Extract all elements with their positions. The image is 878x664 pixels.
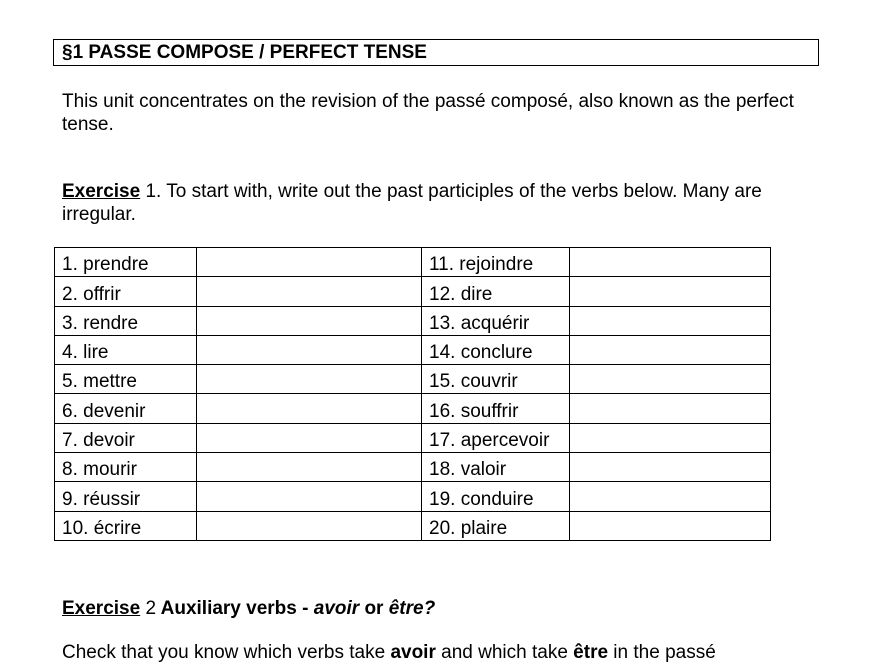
intro-paragraph: This unit concentrates on the revision of the passé composé, also known as the perfect tense. <box>62 91 794 135</box>
verb-cell: 4. lire <box>55 335 197 364</box>
table-row <box>55 423 771 452</box>
answer-cell[interactable] <box>570 511 771 540</box>
verb-cell: 10. écrire <box>55 511 197 540</box>
verb-cell: 16. souffrir <box>422 394 570 423</box>
answer-cell[interactable] <box>570 248 771 277</box>
table-row <box>55 394 771 423</box>
verb-cell: 8. mourir <box>55 453 197 482</box>
exercise-2-title-prefix: Auxiliary verbs - <box>156 598 314 619</box>
answer-cell[interactable] <box>570 277 771 306</box>
verb-cell: 7. devoir <box>55 423 197 452</box>
verb-cell: 9. réussir <box>55 482 197 511</box>
answer-cell[interactable] <box>197 453 422 482</box>
exercise-1-number: 1. <box>140 181 162 202</box>
answer-cell[interactable] <box>197 482 422 511</box>
answer-cell[interactable] <box>197 335 422 364</box>
answer-cell[interactable] <box>197 248 422 277</box>
verb-cell: 6. devenir <box>55 394 197 423</box>
table-row <box>55 306 771 335</box>
verb-cell: 17. apercevoir <box>422 423 570 452</box>
table-row <box>55 365 771 394</box>
verb-cell: 15. couvrir <box>422 365 570 394</box>
verb-cell: 12. dire <box>422 277 570 306</box>
table-row <box>55 453 771 482</box>
check-text-avoir: avoir <box>390 642 436 663</box>
verb-cell: 1. prendre <box>55 248 197 277</box>
exercise-2-avoir: avoir <box>313 598 360 619</box>
check-text-etre: être <box>573 642 609 663</box>
exercise-2-heading <box>62 597 822 620</box>
exercise-1-label: Exercise <box>62 181 141 202</box>
exercise-2-etre: être? <box>388 598 436 619</box>
verb-cell: 11. rejoindre <box>422 248 570 277</box>
answer-cell[interactable] <box>197 306 422 335</box>
answer-cell[interactable] <box>197 277 422 306</box>
verb-cell: 2. offrir <box>55 277 197 306</box>
verb-cell: 5. mettre <box>55 365 197 394</box>
table-row <box>55 248 771 277</box>
answer-cell[interactable] <box>570 335 771 364</box>
exercise-2-or: or <box>359 598 389 619</box>
check-text-part1: Check that you know which verbs take <box>62 642 391 663</box>
table-row <box>55 482 771 511</box>
verb-cell: 18. valoir <box>422 453 570 482</box>
exercise-2-label: Exercise <box>62 598 141 619</box>
answer-cell[interactable] <box>197 423 422 452</box>
answer-cell[interactable] <box>570 423 771 452</box>
table-row <box>55 335 771 364</box>
exercise-2-number: 2 <box>140 598 157 619</box>
table-row <box>55 277 771 306</box>
check-text-part3: in the passé <box>608 642 716 663</box>
exercise-1-instructions <box>62 180 822 226</box>
verb-table <box>54 247 771 541</box>
check-paragraph <box>62 641 822 664</box>
answer-cell[interactable] <box>570 453 771 482</box>
answer-cell[interactable] <box>197 511 422 540</box>
answer-cell[interactable] <box>197 365 422 394</box>
exercise-1-instruction: To start with, write out the past participles of the verbs below. Many are irregular. <box>62 181 762 225</box>
verb-cell: 19. conduire <box>422 482 570 511</box>
verb-cell: 20. plaire <box>422 511 570 540</box>
section-title: §1 PASSE COMPOSE / PERFECT TENSE <box>53 39 819 66</box>
table-row <box>55 511 771 540</box>
check-text-part2: and which take <box>435 642 574 663</box>
answer-cell[interactable] <box>570 394 771 423</box>
verb-cell: 3. rendre <box>55 306 197 335</box>
answer-cell[interactable] <box>570 306 771 335</box>
verb-cell: 13. acquérir <box>422 306 570 335</box>
answer-cell[interactable] <box>570 482 771 511</box>
answer-cell[interactable] <box>197 394 422 423</box>
answer-cell[interactable] <box>570 365 771 394</box>
verb-cell: 14. conclure <box>422 335 570 364</box>
